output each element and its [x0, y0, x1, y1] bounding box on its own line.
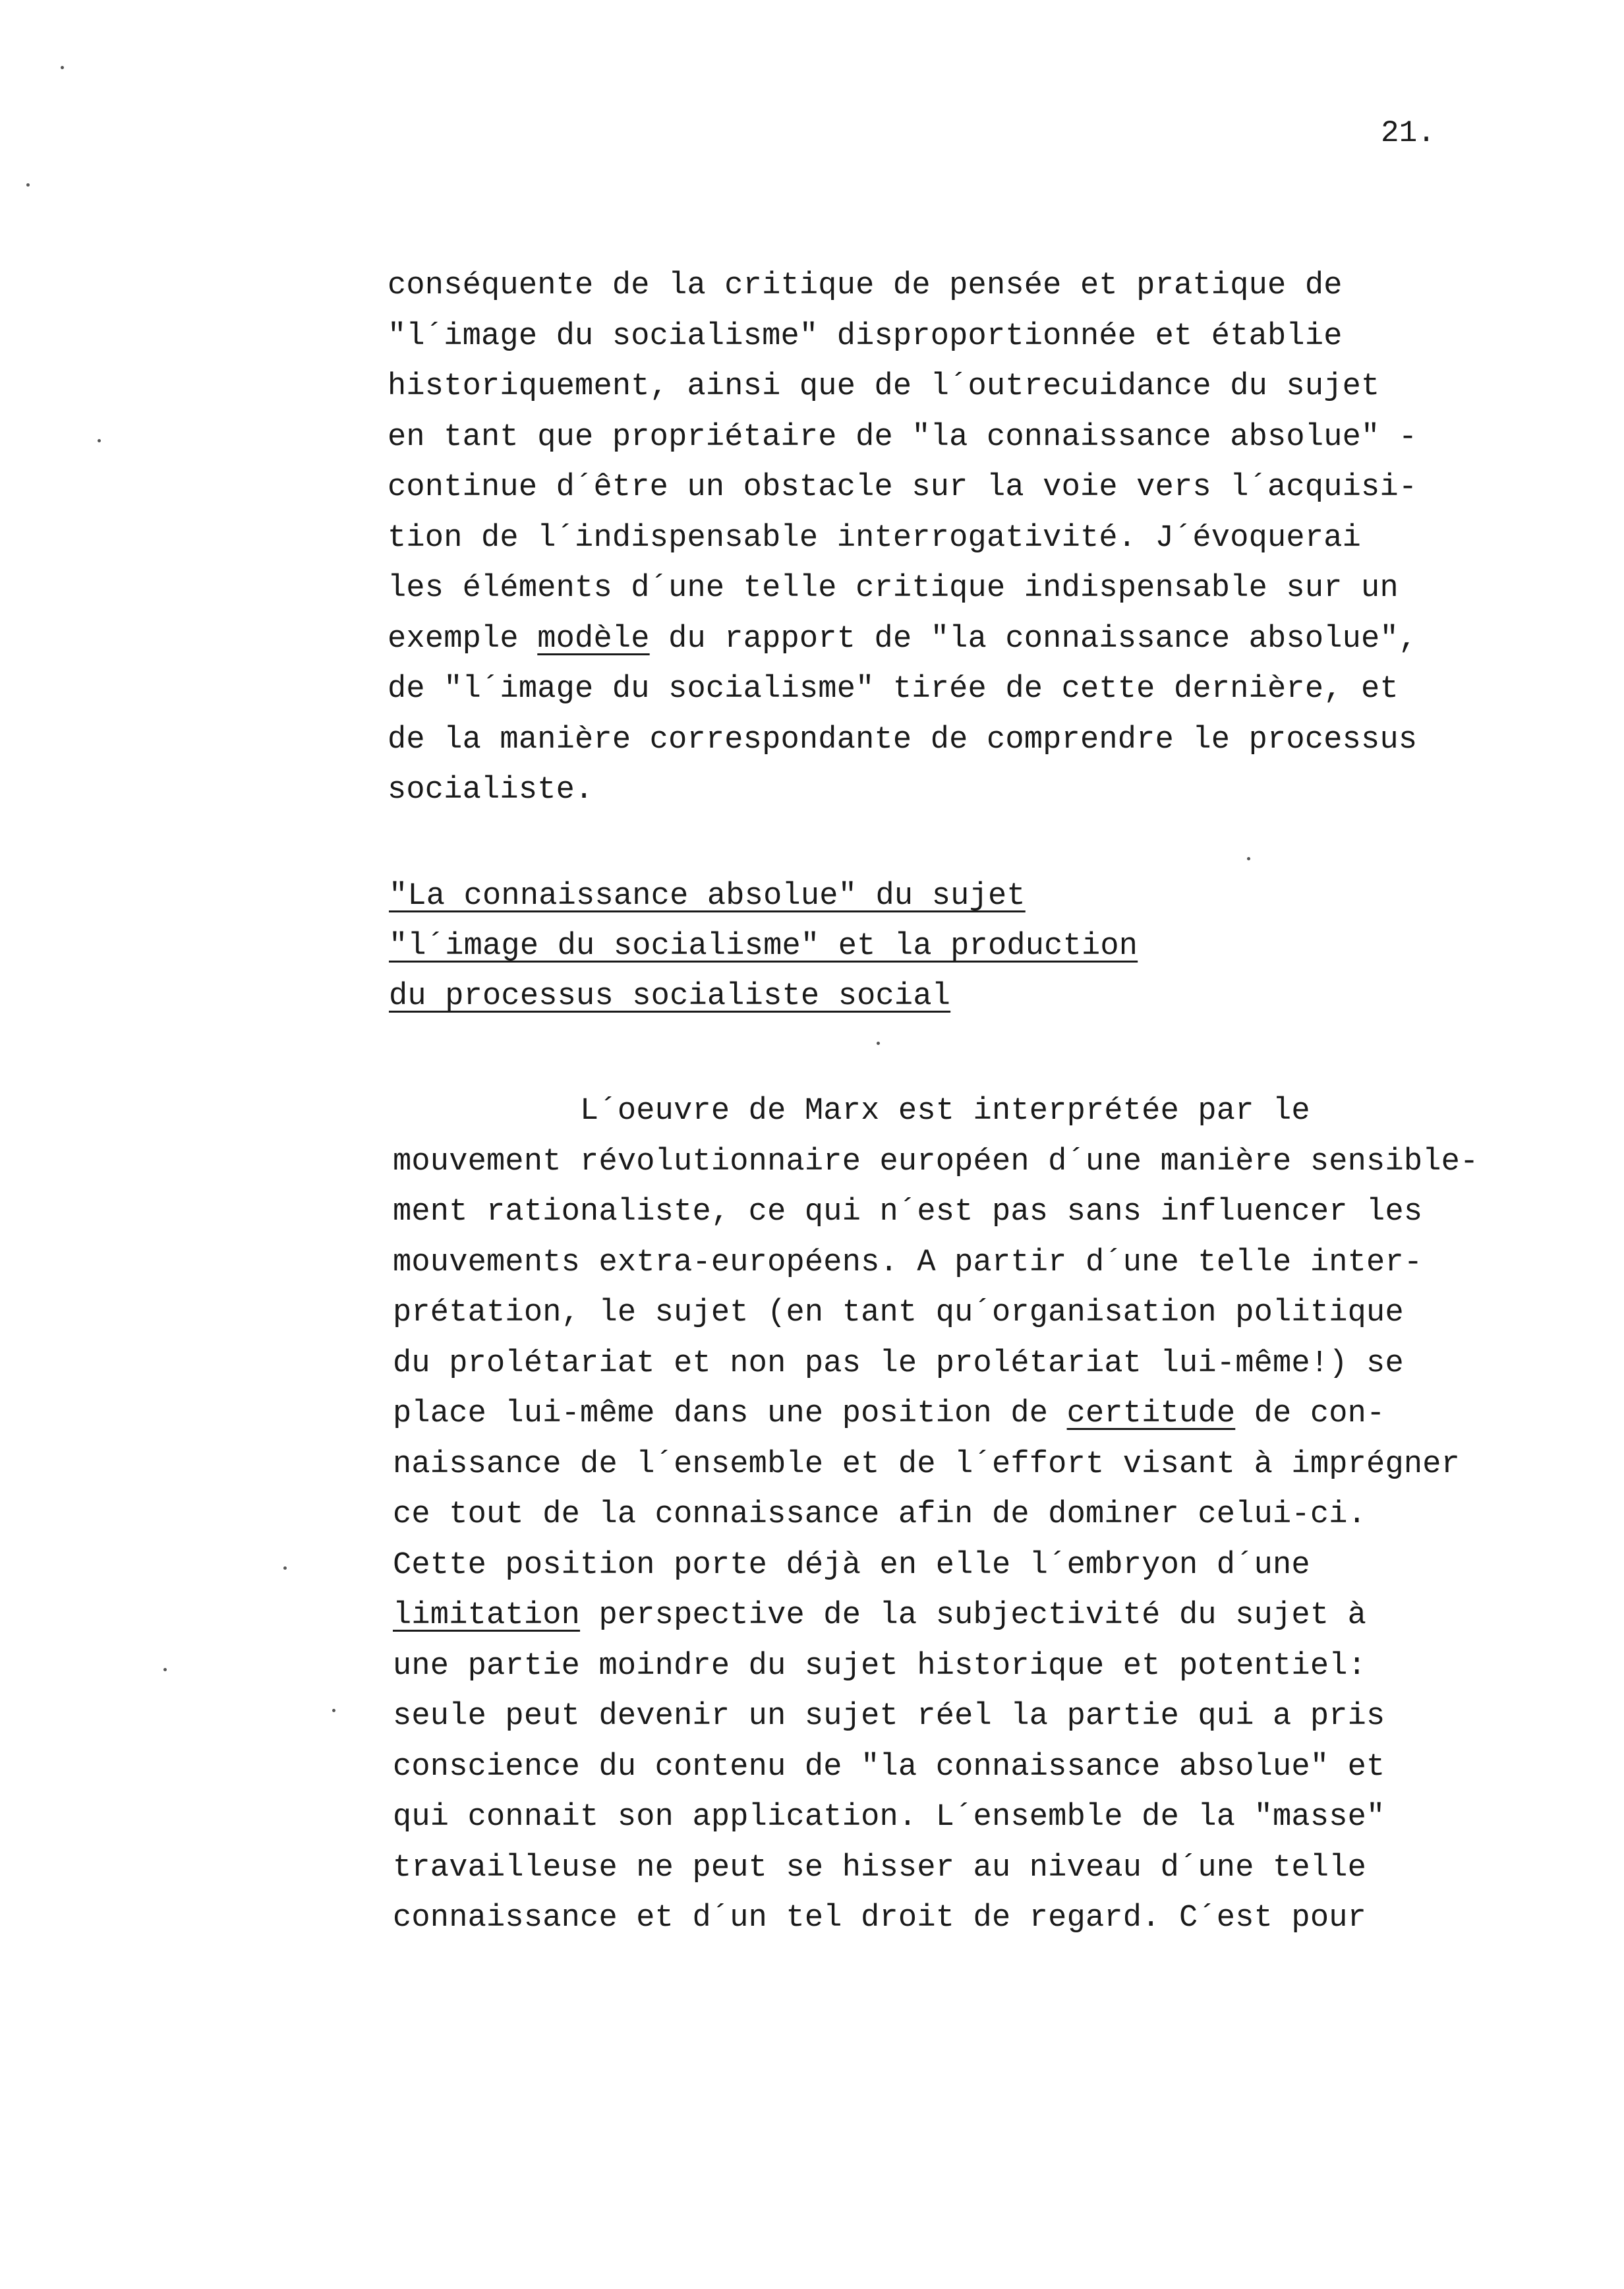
text-line: tion de l´indispensable interrogativité. J´évoquerai [388, 520, 1362, 556]
scan-speck [98, 439, 101, 442]
text-line: conséquente de la critique de pensée et pratique de [388, 268, 1343, 303]
text-line: seule peut devenir un sujet réel la partie qui a pris [393, 1699, 1385, 1734]
scan-speck [163, 1668, 167, 1671]
scan-speck [61, 66, 64, 69]
underlined-word-limitation: limitation [393, 1598, 581, 1633]
section-heading [389, 872, 1138, 1022]
text-line: en tant que propriétaire de "la connaissance absolue" - [388, 419, 1418, 455]
text-line: L´oeuvre de Marx est interprétée par le [393, 1094, 1310, 1129]
text-line-with-emphasis [393, 1389, 1478, 1440]
text-line: qui connait son application. L´ensemble de la "masse" [393, 1800, 1385, 1835]
page-number: 21. [1381, 116, 1436, 150]
underlined-word-certitude: certitude [1066, 1396, 1236, 1431]
text-segment: exemple [388, 621, 538, 657]
heading-line: du processus socialiste social [389, 979, 951, 1014]
text-line: ce tout de la connaissance afin de dominer celui-ci. [393, 1497, 1367, 1532]
text-line: mouvements extra-européens. A partir d´une telle inter- [393, 1245, 1423, 1280]
text-line: naissance de l´ensemble et de l´effort visant à imprégner [393, 1446, 1461, 1482]
text-line: continue d´être un obstacle sur la voie vers l´acquisi- [388, 470, 1418, 505]
text-line: de la manière correspondante de comprendre le processus [388, 722, 1418, 758]
heading-line: "La connaissance absolue" du sujet [389, 879, 1026, 914]
text-line: travailleuse ne peut se hisser au niveau d´une telle [393, 1850, 1367, 1886]
text-segment: du rapport de "la connaissance absolue", [649, 621, 1418, 657]
text-line: socialiste. [388, 773, 594, 808]
text-segment: perspective de la subjectivité du sujet à [580, 1598, 1367, 1633]
text-line: une partie moindre du sujet historique et potentiel: [393, 1648, 1367, 1684]
text-line: conscience du contenu de "la connaissance absolue" et [393, 1749, 1385, 1785]
text-line: "l´image du socialisme" disproportionnée et établie [388, 318, 1343, 354]
scan-speck [283, 1566, 287, 1570]
text-line: connaissance et d´un tel droit de regard. C´est pour [393, 1901, 1367, 1936]
text-line-with-emphasis [393, 1591, 1478, 1642]
scan-speck [877, 1042, 880, 1045]
text-line: de "l´image du socialisme" tirée de cette dernière, et [388, 672, 1399, 707]
text-line: ment rationaliste, ce qui n´est pas sans influencer les [393, 1195, 1423, 1230]
text-segment: de con- [1235, 1396, 1385, 1431]
underlined-word-modele: modèle [537, 621, 650, 657]
text-line-with-emphasis [388, 614, 1417, 665]
text-line: Cette position porte déjà en elle l´embryon d´une [393, 1547, 1310, 1583]
paragraph-2 [393, 1086, 1478, 1944]
paragraph-1 [388, 261, 1417, 816]
text-line: historiquement, ainsi que de l´outrecuidance du sujet [388, 369, 1380, 404]
scan-speck [26, 183, 30, 187]
text-line: les éléments d´une telle critique indispensable sur un [388, 571, 1399, 606]
text-line: du prolétariat et non pas le prolétariat lui-même!) se [393, 1346, 1404, 1381]
text-line: prétation, le sujet (en tant qu´organisation politique [393, 1295, 1404, 1330]
scan-speck [1247, 857, 1250, 860]
text-segment: place lui-même dans une position de [393, 1396, 1067, 1431]
heading-line: "l´image du socialisme" et la production [389, 929, 1138, 964]
scan-speck [332, 1709, 335, 1712]
text-line: mouvement révolutionnaire européen d´une manière sensible- [393, 1144, 1479, 1179]
